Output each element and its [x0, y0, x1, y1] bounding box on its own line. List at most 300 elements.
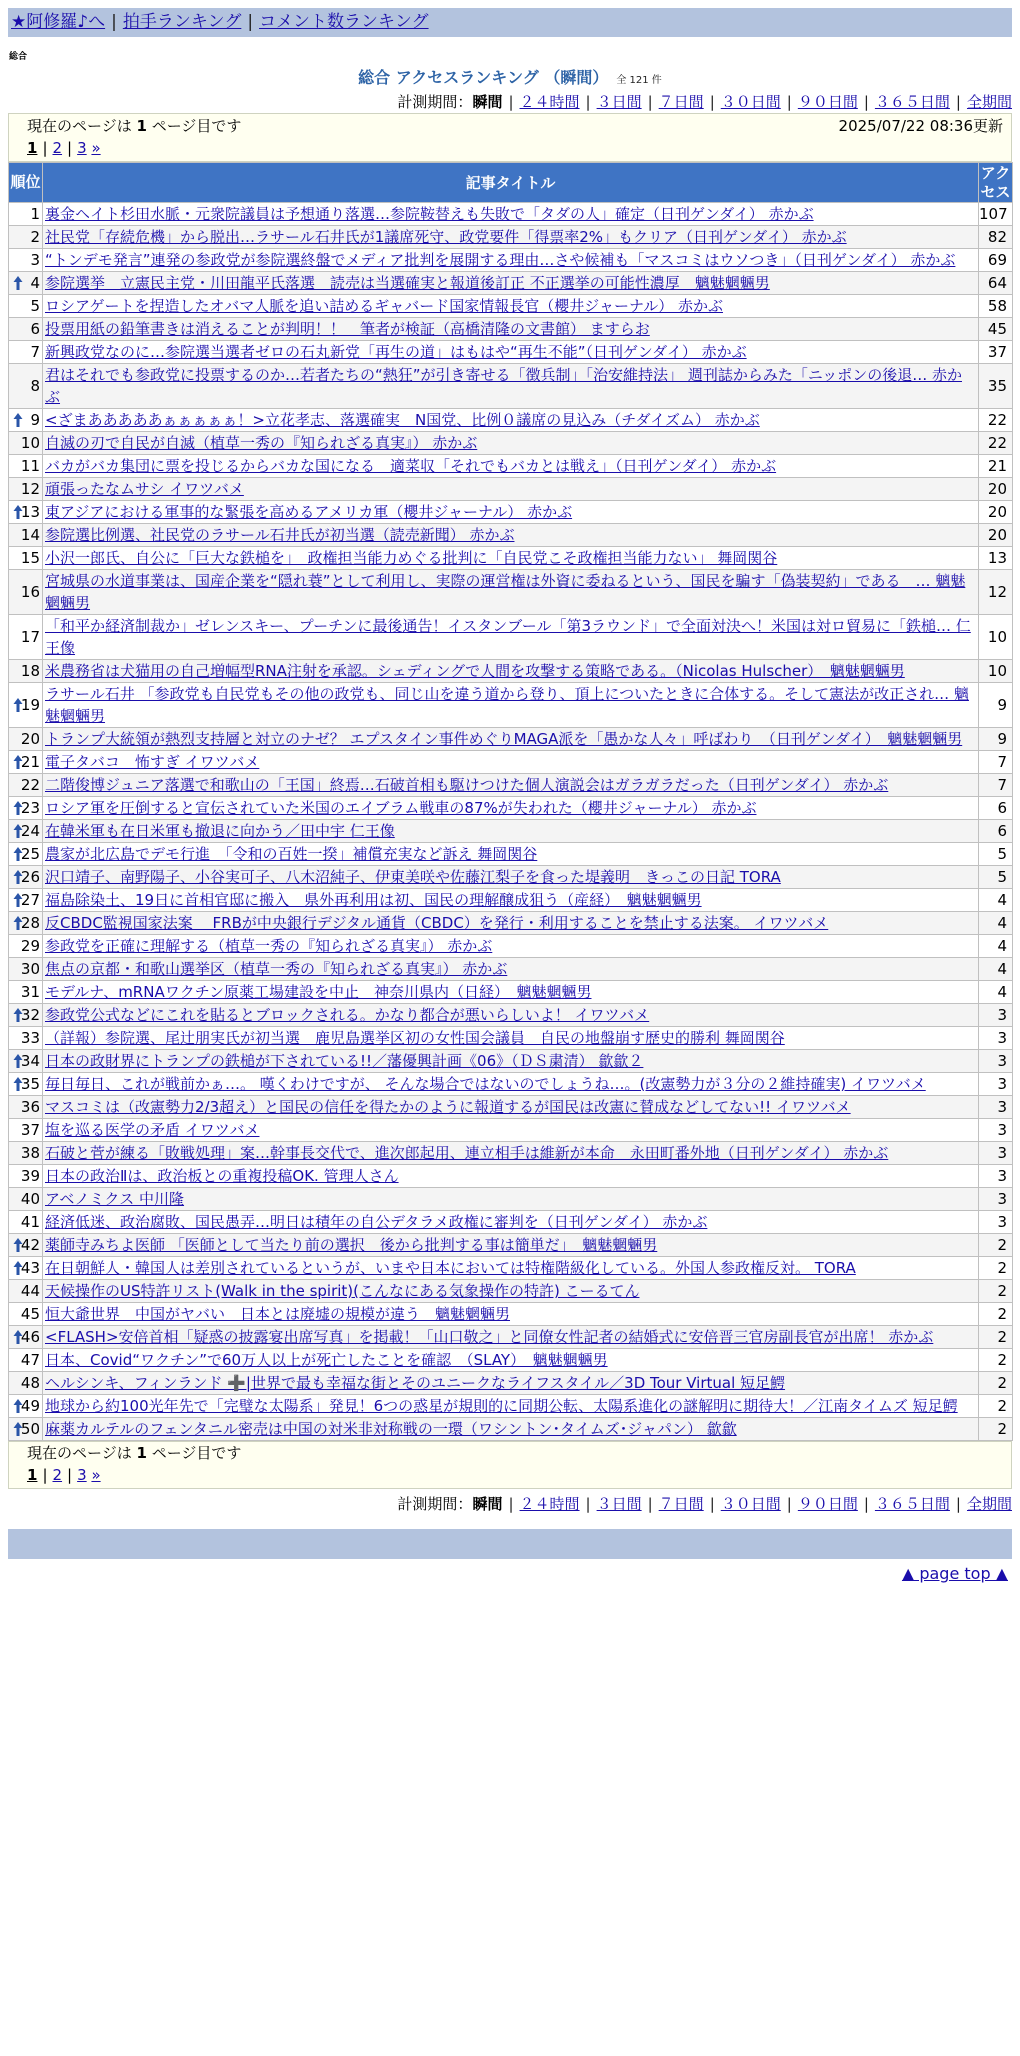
header-title: 記事タイトル	[43, 163, 979, 203]
title-cell	[43, 1096, 979, 1119]
rank-number: 18	[20, 662, 40, 680]
article-link[interactable]: <ざまあああああぁぁぁぁぁ！>立花孝志、落選確実 N国党、比例０議席の見込み（チダイズム） 赤かぶ	[45, 411, 760, 429]
table-row	[9, 203, 1013, 226]
access-count: 4	[979, 981, 1013, 1004]
rank-cell	[9, 1349, 43, 1372]
nav-separator: |	[111, 12, 117, 32]
rank-number: 45	[20, 1305, 40, 1323]
table-row	[9, 1349, 1013, 1372]
rank-number: 22	[20, 776, 40, 794]
table-row	[9, 774, 1013, 797]
article-link[interactable]: “トンデモ発言”連発の参政党が参院選終盤でメディア批判を展開する理由…さや候補も「マスコミはウソつき」（日刊ゲンダイ） 赤かぶ	[45, 251, 956, 269]
top-nav	[8, 8, 1012, 37]
title-cell	[43, 1004, 979, 1027]
rank-cell	[9, 203, 43, 226]
title-cell	[43, 1027, 979, 1050]
article-link[interactable]: 恒大爺世界 中国がヤバい 日本とは廃墟の規模が違う 魑魅魍魎男	[45, 1305, 511, 1323]
access-count: 2	[979, 1395, 1013, 1418]
rank-number: 42	[20, 1236, 40, 1254]
pager-current: 1	[27, 1466, 38, 1484]
article-link[interactable]: 参院選比例選、社民党のラサール石井氏が初当選（読売新聞） 赤かぶ	[45, 526, 515, 544]
article-link[interactable]: 電子タバコ 怖すぎ イワツバメ	[45, 753, 260, 771]
title-cell	[43, 409, 979, 432]
up-arrow-icon	[13, 1329, 23, 1345]
article-link[interactable]: 地球から約100光年先で「完璧な太陽系」発見！6つの惑星が規則的に同期公転、太陽系進化の謎解明に期待大！／江南タイムズ 短足鰐	[45, 1397, 958, 1415]
rank-cell	[9, 683, 43, 728]
article-link[interactable]: 君はそれでも参政党に投票するのか…若者たちの“熱狂”が引き寄せる「徴兵制」「治安維持法」 週刊誌からみた「ニッポンの後退… 赤かぶ	[45, 366, 962, 406]
period-link-1[interactable]: ３日間	[596, 93, 642, 111]
table-row	[9, 1395, 1013, 1418]
rank-number: 34	[20, 1052, 40, 1070]
rank-cell	[9, 364, 43, 409]
page-status-bottom: 現在のページは 1 ページ目です	[27, 1444, 242, 1462]
article-link[interactable]: 小沢一郎氏、自公に「巨大な鉄槌を」 政権担当能力めぐる批判に「自民党こそ政権担当能力ない」 舞岡関谷	[45, 549, 778, 567]
rank-number: 40	[20, 1190, 40, 1208]
item-count: 全 121 件	[616, 75, 662, 86]
pager-link-0[interactable]: 2	[52, 1466, 63, 1484]
access-count: 12	[979, 570, 1013, 615]
article-link[interactable]: 在韓米軍も在日米軍も撤退に向かう／田中宇 仁王像	[45, 822, 395, 840]
access-count: 82	[979, 226, 1013, 249]
title-cell	[43, 547, 979, 570]
rank-number: 15	[20, 549, 40, 567]
pager-link-1[interactable]: 3	[77, 1466, 87, 1484]
rank-cell	[9, 1073, 43, 1096]
article-link[interactable]: 日本の政財界にトランプの鉄槌が下されている!!／藩優興計画《06》（ＤＳ粛清） 歙歙２	[45, 1052, 644, 1070]
table-row	[9, 1165, 1013, 1188]
title-cell	[43, 570, 979, 615]
period-separator: |	[508, 93, 514, 111]
article-link[interactable]: 毎日毎日、これが戦前かぁ…。 嘆くわけですが、 そんな場合ではないのでしょうね…。(改憲勢力が３分の２維持確実) イワツバメ	[45, 1075, 926, 1093]
up-arrow-icon	[13, 1398, 23, 1414]
title-cell	[43, 1257, 979, 1280]
period-link-5[interactable]: ３６５日間	[874, 93, 950, 111]
rank-cell	[9, 570, 43, 615]
period-separator: |	[647, 93, 653, 111]
access-count: 4	[979, 889, 1013, 912]
access-count: 2	[979, 1349, 1013, 1372]
access-count: 35	[979, 364, 1013, 409]
rank-cell	[9, 843, 43, 866]
pager-link-2[interactable]: »	[91, 139, 101, 157]
pager-separator: |	[42, 1466, 48, 1484]
article-link[interactable]: ヘルシンキ、フィンランド ➕|世界で最も幸福な街とそのユニークなライフスタイル／3D Tour Virtual 短足鰐	[45, 1374, 786, 1392]
access-count: 37	[979, 341, 1013, 364]
table-row	[9, 524, 1013, 547]
up-arrow-icon	[13, 275, 23, 291]
up-arrow-icon	[13, 846, 23, 862]
table-row	[9, 866, 1013, 889]
period-separator: |	[863, 1495, 869, 1513]
article-link[interactable]: 天候操作のUS特許リスト(Walk in the spirit)(こんなにある気象操作の特許) こーるてん	[45, 1282, 640, 1300]
article-link[interactable]: 反CBDC監視国家法案 FRBが中央銀行デジタル通貨（CBDC）を発行・利用することを禁止する法案。 イワツバメ	[45, 914, 829, 932]
table-row	[9, 1073, 1013, 1096]
article-link[interactable]: 頑張ったなムサシ イワツバメ	[45, 480, 244, 498]
table-row	[9, 478, 1013, 501]
period-link-1[interactable]: ３日間	[596, 1495, 642, 1513]
title-cell	[43, 774, 979, 797]
period-current: 瞬間	[472, 1495, 503, 1513]
rank-cell	[9, 547, 43, 570]
access-count: 21	[979, 455, 1013, 478]
title-cell	[43, 1395, 979, 1418]
rank-number: 17	[20, 628, 40, 646]
table-row	[9, 912, 1013, 935]
article-link[interactable]: 参政党公式などにこれを貼るとブロックされる。かなり都合が悪いらしいよ！ イワツバメ	[45, 1006, 650, 1024]
period-link-5[interactable]: ３６５日間	[874, 1495, 950, 1513]
rank-cell	[9, 1119, 43, 1142]
pager-link-1[interactable]: 3	[77, 139, 87, 157]
table-row	[9, 226, 1013, 249]
table-row	[9, 1234, 1013, 1257]
page-title: 総合 アクセスランキング （瞬間） 全 121 件	[358, 68, 662, 87]
table-row	[9, 797, 1013, 820]
article-link[interactable]: 在日朝鮮人・韓国人は差別されているというが、いまや日本においては特権階級化している。外国人参政権反対。 TORA	[45, 1259, 856, 1277]
rank-cell	[9, 1004, 43, 1027]
rank-number: 23	[20, 799, 40, 817]
rank-number: 41	[20, 1213, 40, 1231]
access-count: 7	[979, 751, 1013, 774]
article-link[interactable]: 沢口靖子、南野陽子、小谷実可子、八木沼純子、伊東美咲や佐藤江梨子を食った堤義明 きっこの日記 TORA	[45, 868, 781, 886]
title-cell	[43, 341, 979, 364]
access-count: 5	[979, 866, 1013, 889]
access-count: 9	[979, 728, 1013, 751]
period-link-4[interactable]: ９０日間	[797, 93, 858, 111]
table-row	[9, 455, 1013, 478]
article-link[interactable]: 日本の政治Ⅱは、政治板との重複投稿OK. 管理人さん	[45, 1167, 399, 1185]
period-link-0[interactable]: ２４時間	[519, 93, 580, 111]
up-arrow-icon	[13, 915, 23, 931]
rank-cell	[9, 1188, 43, 1211]
rank-number: 27	[20, 891, 40, 909]
up-arrow-icon	[13, 869, 23, 885]
up-arrow-icon	[13, 1053, 23, 1069]
nav-link-2[interactable]: コメント数ランキング	[259, 12, 429, 32]
access-count: 4	[979, 935, 1013, 958]
article-link[interactable]: 二階俊博ジュニア落選で和歌山の「王国」終焉…石破首相も駆けつけた個人演説会はガラガラだった（日刊ゲンダイ） 赤かぶ	[45, 776, 889, 794]
up-arrow-icon	[13, 754, 23, 770]
title-cell	[43, 1349, 979, 1372]
title-cell	[43, 889, 979, 912]
article-link[interactable]: 裏金ヘイト杉田水脈・元衆院議員は予想通り落選…参院鞍替えも失敗で「タダの人」確定（日刊ゲンダイ） 赤かぶ	[45, 205, 814, 223]
rank-cell	[9, 751, 43, 774]
rank-cell	[9, 1372, 43, 1395]
article-link[interactable]: 福島除染土、19日に首相官邸に搬入 県外再利用は初、国民の理解醸成狙う（産経） 魑魅魍魎男	[45, 891, 702, 909]
rank-cell	[9, 432, 43, 455]
table-row	[9, 751, 1013, 774]
access-count: 2	[979, 1372, 1013, 1395]
period-separator: |	[709, 93, 715, 111]
rank-number: 26	[20, 868, 40, 886]
article-link[interactable]: アベノミクス 中川隆	[45, 1190, 185, 1208]
rank-number: 24	[20, 822, 40, 840]
page-top-link[interactable]: ▲ page top ▲	[901, 1564, 1008, 1583]
period-separator: |	[647, 1495, 653, 1513]
title-cell	[43, 615, 979, 660]
rank-cell	[9, 1280, 43, 1303]
article-link[interactable]: 投票用紙の鉛筆書きは消えることが判明！！ 筆者が検証（高橋清隆の文書館） ますらお	[45, 320, 650, 338]
pager-bottom	[27, 1464, 1003, 1486]
title-cell	[43, 272, 979, 295]
access-count: 2	[979, 1280, 1013, 1303]
access-count: 2	[979, 1418, 1013, 1441]
rank-cell	[9, 912, 43, 935]
title-cell	[43, 1234, 979, 1257]
up-arrow-icon	[13, 892, 23, 908]
rank-cell	[9, 1027, 43, 1050]
table-row	[9, 1280, 1013, 1303]
rank-number: 46	[20, 1328, 40, 1346]
access-count: 6	[979, 797, 1013, 820]
article-link[interactable]: 塩を巡る医学の矛盾 イワツバメ	[45, 1121, 260, 1139]
access-count: 69	[979, 249, 1013, 272]
bottom-band	[8, 1529, 1012, 1559]
title-cell	[43, 226, 979, 249]
title-cell	[43, 1073, 979, 1096]
table-row	[9, 1211, 1013, 1234]
access-count: 3	[979, 1073, 1013, 1096]
pager-link-0[interactable]: 2	[52, 139, 63, 157]
period-separator: |	[709, 1495, 715, 1513]
rank-cell	[9, 1303, 43, 1326]
rank-number: 35	[20, 1075, 40, 1093]
access-count: 2	[979, 1326, 1013, 1349]
access-count: 3	[979, 1050, 1013, 1073]
access-count: 45	[979, 318, 1013, 341]
article-link[interactable]: モデルナ、mRNAワクチン原薬工場建設を中止 神奈川県内（日経） 魑魅魍魎男	[45, 983, 592, 1001]
article-link[interactable]: マスコミは（改憲勢力2/3超え）と国民の信任を得たかのように報道するが国民は改憲に賛成などしてない!! イワツバメ	[45, 1098, 851, 1116]
table-row	[9, 1418, 1013, 1441]
article-link[interactable]: 日本、Covid“ワクチン”で60万人以上が死亡したことを確認 （SLAY） 魑魅魍魎男	[45, 1351, 608, 1369]
article-link[interactable]: 農家が北広島でデモ行進 「令和の百姓一揆」補償充実など訴え 舞岡関谷	[45, 845, 538, 863]
access-count: 3	[979, 1004, 1013, 1027]
nav-link-1[interactable]: 拍手ランキング	[122, 12, 242, 32]
table-row	[9, 501, 1013, 524]
period-link-0[interactable]: ２４時間	[519, 1495, 580, 1513]
table-row	[9, 432, 1013, 455]
title-cell	[43, 249, 979, 272]
up-arrow-icon	[13, 800, 23, 816]
access-count: 3	[979, 1165, 1013, 1188]
rank-number: 19	[20, 696, 40, 714]
rank-number: 25	[20, 845, 40, 863]
table-row	[9, 272, 1013, 295]
article-link[interactable]: 経済低迷、政治腐敗、国民愚弄…明日は積年の自公デタラメ政権に審判を（日刊ゲンダイ） 赤かぶ	[45, 1213, 708, 1231]
title-cell	[43, 1211, 979, 1234]
title-cell	[43, 935, 979, 958]
table-row	[9, 547, 1013, 570]
rank-number: 4	[30, 274, 40, 292]
table-row	[9, 1004, 1013, 1027]
rank-number: 20	[20, 730, 40, 748]
title-cell	[43, 1326, 979, 1349]
article-link[interactable]: 自滅の刃で自民が自滅（植草一秀の『知られざる真実』） 赤かぶ	[45, 434, 478, 452]
rank-number: 37	[20, 1121, 40, 1139]
period-link-4[interactable]: ９０日間	[797, 1495, 858, 1513]
title-cell	[43, 912, 979, 935]
table-row	[9, 820, 1013, 843]
rank-cell	[9, 295, 43, 318]
access-count: 6	[979, 820, 1013, 843]
rank-number: 6	[30, 320, 40, 338]
period-link-6[interactable]: 全期間	[966, 1495, 1012, 1513]
access-count: 22	[979, 432, 1013, 455]
up-arrow-icon	[13, 1260, 23, 1276]
title-cell	[43, 295, 979, 318]
nav-separator: |	[247, 12, 254, 32]
period-separator: |	[786, 1495, 792, 1513]
title-cell	[43, 866, 979, 889]
rank-cell	[9, 272, 43, 295]
table-row	[9, 1188, 1013, 1211]
period-separator: |	[585, 93, 591, 111]
title-cell	[43, 501, 979, 524]
rank-number: 50	[20, 1420, 40, 1438]
pager-link-2[interactable]: »	[91, 1466, 101, 1484]
access-count: 2	[979, 1303, 1013, 1326]
article-link[interactable]: 焦点の京都・和歌山選挙区（植草一秀の『知られざる真実』） 赤かぶ	[45, 960, 508, 978]
nav-link-0[interactable]: ★阿修羅♪へ	[11, 12, 106, 32]
table-row	[9, 409, 1013, 432]
article-link[interactable]: バカがバカ集団に票を投じるからバカな国になる 適菜収「それでもバカとは戦え」（日刊ゲンダイ） 赤かぶ	[45, 457, 777, 475]
article-link[interactable]: ラサール石井 「参政党も自民党もその他の政党も、同じ山を違う道から登り、頂上についたときに合体する。そして憲法が改正され… 魑魅魍魎男	[45, 685, 969, 725]
table-row	[9, 615, 1013, 660]
title-cell	[43, 1050, 979, 1073]
rank-cell	[9, 820, 43, 843]
rank-cell	[9, 1418, 43, 1441]
title-cell	[43, 1188, 979, 1211]
up-arrow-icon	[13, 823, 23, 839]
article-link[interactable]: ロシア軍を圧倒すると宣伝されていた米国のエイブラム戦車の87%が失われた（櫻井ジャーナル） 赤かぶ	[45, 799, 757, 817]
article-link[interactable]: 社民党「存続危機」から脱出…ラサール石井氏が1議席死守、政党要件「得票率2%」もクリア（日刊ゲンダイ） 赤かぶ	[45, 228, 847, 246]
article-link[interactable]: （詳報）参院選、尾辻朋実氏が初当選 鹿児島選挙区初の女性国会議員 自民の地盤崩す歴史的勝利 舞岡関谷	[45, 1029, 785, 1047]
rank-cell	[9, 409, 43, 432]
title-cell	[43, 364, 979, 409]
period-link-3[interactable]: ３０日間	[720, 93, 781, 111]
article-link[interactable]: 参院選挙 立憲民主党・川田龍平氏落選 読売は当選確実と報道後訂正 不正選挙の可能性濃厚 魑魅魍魎男	[45, 274, 770, 292]
article-link[interactable]: 「和平か経済制裁か」ゼレンスキー、プーチンに最後通告！イスタンブール「第3ラウンド」で全面対決へ！米国は対ロ貿易に「鉄槌… 仁王像	[45, 617, 971, 657]
rank-cell	[9, 501, 43, 524]
title-cell	[43, 751, 979, 774]
access-count: 10	[979, 615, 1013, 660]
article-link[interactable]: 米農務省は犬猫用の自己増幅型RNA注射を承認。シェディングで人間を攻撃する策略である。（Nicolas Hulscher） 魑魅魍魎男	[45, 662, 905, 680]
period-separator: |	[863, 93, 869, 111]
rank-number: 43	[20, 1259, 40, 1277]
rank-number: 32	[20, 1006, 40, 1024]
header-rank: 順位	[9, 163, 43, 203]
rank-cell	[9, 249, 43, 272]
up-arrow-icon	[13, 412, 23, 428]
table-row	[9, 1372, 1013, 1395]
rank-cell	[9, 1050, 43, 1073]
table-row	[9, 295, 1013, 318]
title-cell	[43, 1280, 979, 1303]
rank-number: 44	[20, 1282, 40, 1300]
article-link[interactable]: 新興政党なのに…参院選当選者ゼロの石丸新党「再生の道」はもはや“再生不能”（日刊ゲンダイ） 赤かぶ	[45, 343, 747, 361]
period-link-3[interactable]: ３０日間	[720, 1495, 781, 1513]
title-cell	[43, 203, 979, 226]
title-cell	[43, 478, 979, 501]
period-selector-top	[8, 91, 1012, 113]
rank-number: 48	[20, 1374, 40, 1392]
access-count: 9	[979, 683, 1013, 728]
rank-number: 31	[20, 983, 40, 1001]
table-row	[9, 1142, 1013, 1165]
table-row	[9, 981, 1013, 1004]
rank-cell	[9, 797, 43, 820]
access-count: 3	[979, 1188, 1013, 1211]
access-count: 20	[979, 478, 1013, 501]
rank-cell	[9, 774, 43, 797]
rank-cell	[9, 524, 43, 547]
title-cell	[43, 1119, 979, 1142]
rank-number: 10	[20, 434, 40, 452]
rank-number: 16	[20, 583, 40, 601]
pager-separator: |	[67, 139, 73, 157]
access-count: 22	[979, 409, 1013, 432]
rank-cell	[9, 1257, 43, 1280]
period-separator: |	[508, 1495, 514, 1513]
rank-cell	[9, 226, 43, 249]
access-count: 4	[979, 958, 1013, 981]
table-row	[9, 1096, 1013, 1119]
table-row	[9, 683, 1013, 728]
article-link[interactable]: 麻薬カルテルのフェンタニル密売は中国の対米非対称戦の一環（ワシントン･タイムズ･ジャパン） 歙歙	[45, 1420, 737, 1438]
rank-number: 12	[20, 480, 40, 498]
title-cell	[43, 318, 979, 341]
pager-current: 1	[27, 139, 38, 157]
article-link[interactable]: 薬師寺みちよ医師 「医師として当たり前の選択 後から批判する事は簡単だ」 魑魅魍魎男	[45, 1236, 658, 1254]
rank-cell	[9, 1326, 43, 1349]
access-count: 58	[979, 295, 1013, 318]
article-link[interactable]: トランプ大統領が熱烈支持層と対立のナゼ？ エプスタイン事件めぐりMAGA派を「愚かな人々」呼ばわり （日刊ゲンダイ） 魑魅魍魎男	[45, 730, 963, 748]
access-count: 4	[979, 912, 1013, 935]
rank-cell	[9, 981, 43, 1004]
article-link[interactable]: 東アジアにおける軍事的な緊張を高めるアメリカ軍（櫻井ジャーナル） 赤かぶ	[45, 503, 573, 521]
title-cell	[43, 683, 979, 728]
rank-number: 30	[20, 960, 40, 978]
period-link-2[interactable]: ７日間	[658, 1495, 704, 1513]
rank-cell	[9, 318, 43, 341]
title-cell	[43, 728, 979, 751]
rank-number: 21	[20, 753, 40, 771]
article-link[interactable]: 石破と菅が練る「敗戦処理」案…幹事長交代で、進次郎起用、連立相手は維新が本命 永田町番外地（日刊ゲンダイ） 赤かぶ	[45, 1144, 889, 1162]
rank-number: 39	[20, 1167, 40, 1185]
access-count: 3	[979, 1027, 1013, 1050]
pager-separator: |	[42, 139, 48, 157]
table-row	[9, 364, 1013, 409]
article-link[interactable]: <FLASH>安倍首相「疑惑の披露宴出席写真」を掲載！「山口敬之」と同僚女性記者の結婚式に安倍晋三官房副長官が出席！ 赤かぶ	[45, 1328, 934, 1346]
period-link-2[interactable]: ７日間	[658, 93, 704, 111]
rank-number: 9	[30, 411, 40, 429]
period-link-6[interactable]: 全期間	[966, 93, 1012, 111]
rank-cell	[9, 1234, 43, 1257]
table-row	[9, 341, 1013, 364]
article-link[interactable]: ロシアゲートを捏造したオバマ人脈を追い詰めるギャバード国家情報長官（櫻井ジャーナル） 赤かぶ	[45, 297, 723, 315]
rank-cell	[9, 1165, 43, 1188]
title-cell	[43, 1142, 979, 1165]
table-row	[9, 1303, 1013, 1326]
article-link[interactable]: 宮城県の水道事業は、国産企業を“隠れ蓑”として利用し、実際の運営権は外資に委ねるという、国民を騙す「偽装契約」である … 魑魅魍魎男	[45, 572, 966, 612]
access-count: 3	[979, 1096, 1013, 1119]
rank-number: 33	[20, 1029, 40, 1047]
rank-cell	[9, 958, 43, 981]
rank-number: 2	[30, 228, 40, 246]
article-link[interactable]: 参政党を正確に理解する（植草一秀の『知られざる真実』） 赤かぶ	[45, 937, 493, 955]
access-count: 2	[979, 1234, 1013, 1257]
rank-number: 1	[30, 205, 40, 223]
rank-number: 5	[30, 297, 40, 315]
